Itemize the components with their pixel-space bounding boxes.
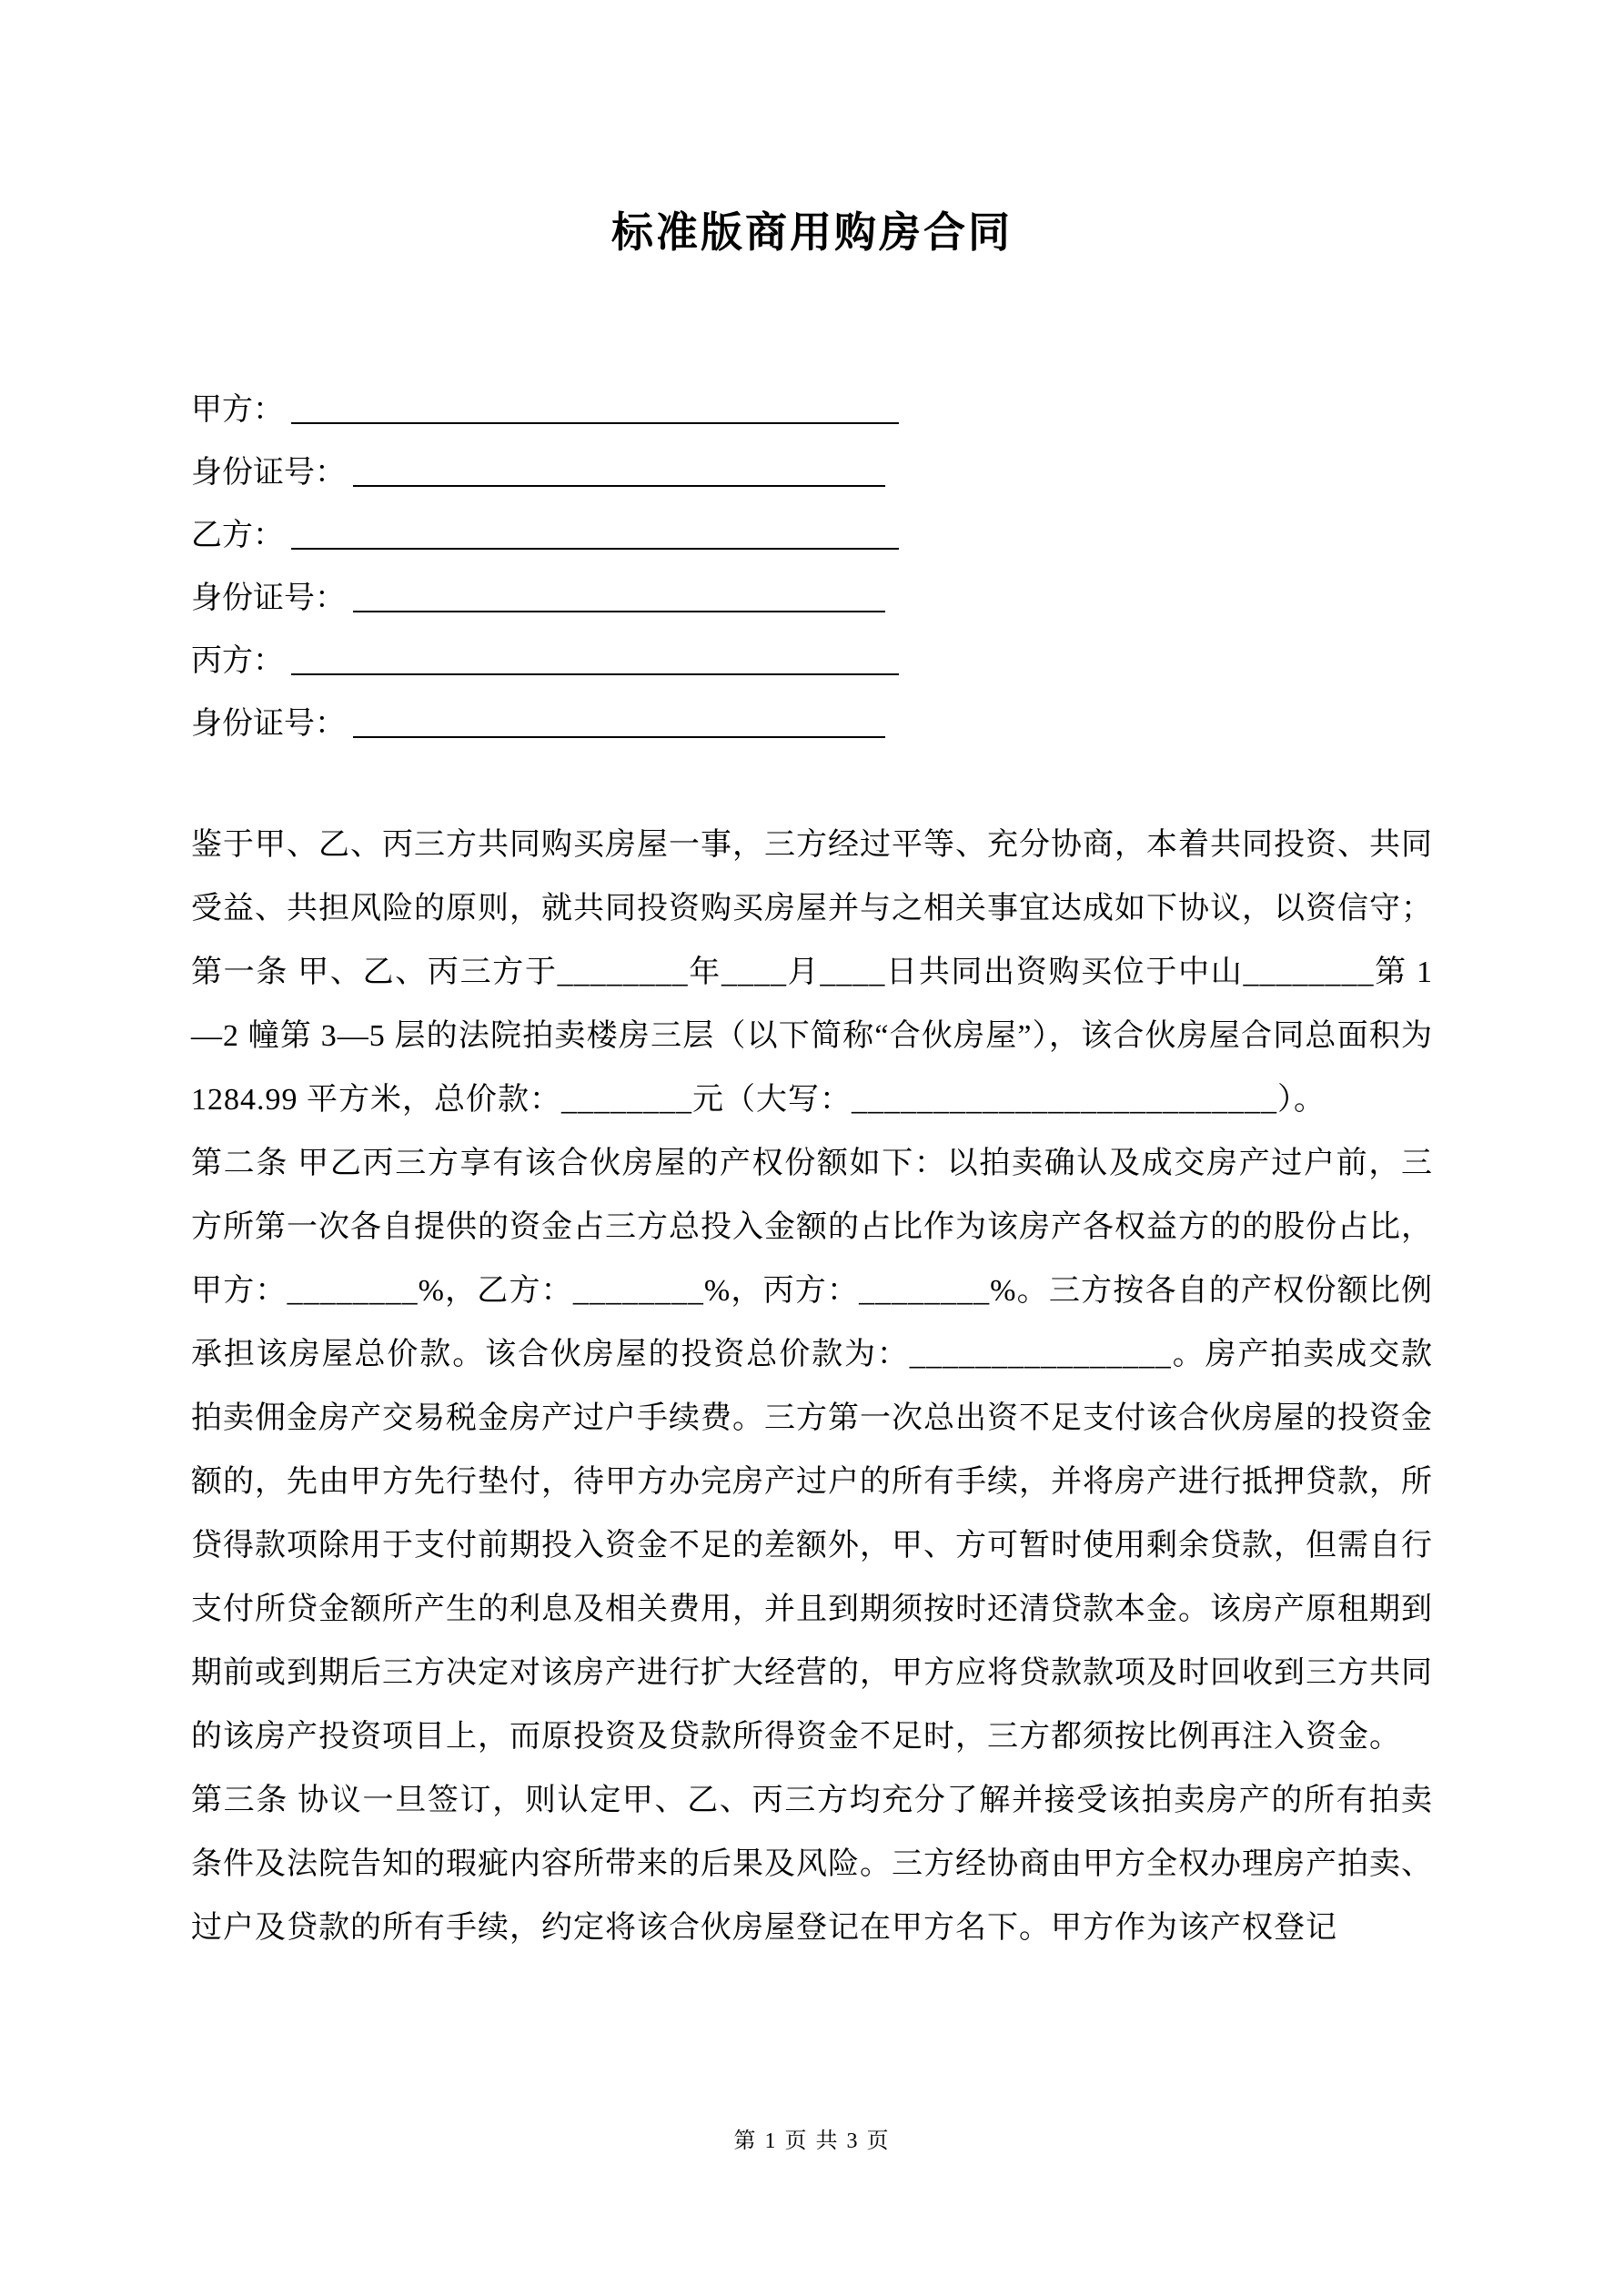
field-label: 甲方： [191,393,284,427]
blank-line [291,548,899,550]
page-title: 标准版商用购房合同 [611,208,1013,256]
field-label: 乙方： [191,519,284,552]
blank-line [291,673,899,675]
party-row-bingfang [191,630,1433,693]
field-label: 身份证号： [191,582,346,615]
blank-line [353,485,885,487]
party-row-jiafang [191,379,1433,441]
party-row-yifang [191,504,1433,567]
paragraph-clause-3: 第三条 协议一旦签订，则认定甲、乙、丙三方均充分了解并接受该拍卖房产的所有拍卖条件及法院告知的瑕疵内容所带来的后果及风险。三方经协商由甲方全权办理房产拍卖、过户及贷款的所有手续，约定将该合伙房屋登记在甲方名下。甲方作为该产权登记 [191,1784,1433,1945]
blank-line [291,422,899,424]
field-label: 身份证号： [191,456,346,490]
page-number: 第 1 页 共 3 页 [733,2129,891,2153]
paragraph-clause-2: 第二条 甲乙丙三方享有该合伙房屋的产权份额如下：以拍卖确认及成交房产过户前，三方所第一次各自提供的资金占三方总投入金额的占比作为该房产各权益方的的股份占比，甲方：________%，乙方：________%，丙方：________%。三方按各自的产权份额比例承担该房屋总价款。该合伙房屋的投资总价款为：________________。房产拍卖成交款拍卖佣金房产交易税金房产过户手续费。三方第一次总出资不足支付该合伙房屋的投资金额的，先由甲方先行垫付，待甲方办完房产过户的所有手续，并将房产进行抵押贷款，所贷得款项除用于支付前期投入资金不足的差额外，甲、方可暂时使用剩余贷款，但需自行支付所贷金额所产生的利息及相关费用，并且到期须按时还清贷款本金。该房产原租期到期前或到期后三方决定对该房产进行扩大经营的，甲方应将贷款款项及时回收到三方共同的该房产投资项目上，而原投资及贷款所得资金不足时，三方都须按比例再注入资金。 [191,1147,1433,1754]
paragraph-clause-1: 第一条 甲、乙、丙三方于________年____月____日共同出资购买位于中山________第 1—2 幢第 3—5 层的法院拍卖楼房三层（以下简称“合伙房屋”），该合伙房屋合同总面积为 1284.99 平方米，总价款：________元（大写：__________________________）。 [191,956,1433,1117]
party-row-id-2 [191,567,1433,630]
party-row-id-1 [191,441,1433,504]
paragraph-preamble: 鉴于甲、乙、丙三方共同购买房屋一事，三方经过平等、充分协商，本着共同投资、共同受益、共担风险的原则，就共同投资购买房屋并与之相关事宜达成如下协议，以资信守； [191,828,1433,925]
party-fields-section [191,379,1433,755]
blank-line [353,611,885,612]
party-row-id-3 [191,693,1433,755]
field-label: 丙方： [191,644,284,678]
field-label: 身份证号： [191,707,346,741]
blank-line [353,736,885,738]
contract-body [191,814,1433,1960]
